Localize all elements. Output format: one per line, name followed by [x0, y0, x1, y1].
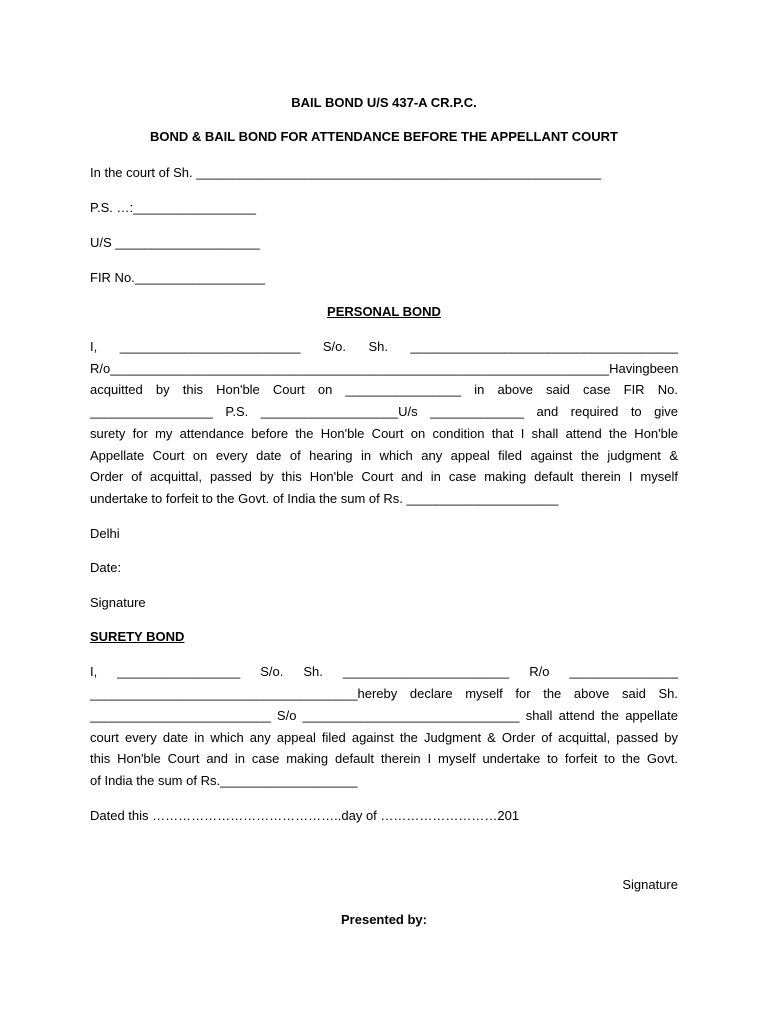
surety-bond-line-2 [90, 687, 678, 700]
word: _____________________________________hereby [90, 686, 398, 701]
son-of-label: S/o. [322, 339, 347, 354]
word: this [182, 382, 203, 397]
word: FIR [623, 382, 645, 397]
personal-bond-heading: PERSONAL BOND [327, 304, 441, 319]
surety-bond-line-5: this Hon'ble Court and in case making default therein I myself undertake to forfeit to the Govt. [90, 751, 678, 766]
word: said [546, 382, 570, 397]
word: been [649, 361, 679, 376]
pronoun: I, [90, 664, 98, 679]
word: attend [558, 708, 595, 723]
accused-name-blank: _________________________ [90, 708, 271, 723]
word: give [654, 404, 678, 419]
ps-field: P.S. …:_________________ [90, 200, 257, 215]
personal-bond-line-4 [90, 405, 678, 418]
personal-bond-line-2 [90, 362, 678, 375]
word: the [600, 708, 620, 723]
surety-bond-line-6: of India the sum of Rs.___________________ [90, 773, 358, 788]
dated-line: Dated this ……………………………………..day of ………………………201 [90, 808, 520, 823]
court-field: In the court of Sh. ________________________________________________________ [90, 165, 602, 180]
personal-bond-line-6: Appellate Court on every date of hearing in which any appeal filed against the judgment & [90, 448, 678, 463]
us-blank: _____________ [430, 404, 525, 419]
word: said [621, 686, 646, 701]
accused-father-blank: ______________________________ [302, 708, 520, 723]
father-name-blank: _____________________________________ [410, 339, 678, 354]
surety-residence-blank: _______________ [569, 664, 678, 679]
word: by [155, 382, 170, 397]
personal-bond-line-1 [90, 340, 678, 353]
word: required [570, 404, 619, 419]
son-of-label: S/o. [260, 664, 284, 679]
word: appellate [625, 708, 678, 723]
word: shall [525, 708, 553, 723]
document-subtitle: BOND & BAIL BOND FOR ATTENDANCE BEFORE THE APPELLANT COURT [150, 129, 618, 144]
son-of-label: S/o [276, 708, 297, 723]
word: Sh. [658, 686, 678, 701]
word: above [497, 382, 533, 397]
document-title: BAIL BOND U/S 437-A CR.P.C. [291, 95, 477, 110]
word: Court [272, 382, 305, 397]
surety-name-blank: _________________ [117, 664, 241, 679]
residence-label: R/o [529, 664, 550, 679]
word: above [573, 686, 610, 701]
personal-bond-line-5: surety for my attendance before the Hon'ble Court on condition that I shall attend the Hon'ble [90, 426, 678, 441]
surety-bond-heading: SURETY BOND [90, 629, 185, 644]
word: case [583, 382, 611, 397]
sh-label: Sh. [303, 664, 323, 679]
residence-blank: R/o_____________________________________________________________________Having [90, 361, 650, 376]
surety-bond-line-4: court every date in which any appeal filed against the Judgment & Order of acquittal, passed by [90, 730, 678, 745]
fir-blank: _________________ [90, 404, 213, 419]
surety-bond-line-1 [90, 665, 678, 678]
word: on [317, 382, 333, 397]
personal-bond-line-7: Order of acquittal, passed by this Hon'ble Court and in case making default therein I myself [90, 469, 678, 484]
pronoun: I, [90, 339, 98, 354]
personal-bond-line-3 [90, 383, 678, 396]
signature-label: Signature [90, 595, 146, 610]
personal-bond-line-8: undertake to forfeit to the Govt. of India the sum of Rs. _____________________ [90, 491, 559, 506]
word: myself [465, 686, 503, 701]
word: to [630, 404, 642, 419]
word: No. [657, 382, 678, 397]
word: acquitted [90, 382, 143, 397]
word: the [543, 686, 562, 701]
ps-blank: ___________________U/s [260, 404, 418, 419]
us-field: U/S ____________________ [90, 235, 260, 250]
word: declare [409, 686, 453, 701]
word: and [536, 404, 559, 419]
date-label: Date: [90, 560, 122, 575]
sh-label: Sh. [368, 339, 388, 354]
surety-bond-line-3 [90, 709, 678, 722]
word: for [515, 686, 531, 701]
fir-field: FIR No.__________________ [90, 270, 265, 285]
word: Hon'ble [216, 382, 260, 397]
word: P.S. [225, 404, 249, 419]
acquittal-date-blank: ________________ [345, 382, 462, 397]
signature-label-right: Signature [622, 877, 678, 892]
name-blank: _________________________ [119, 339, 301, 354]
presented-by-label: Presented by: [341, 912, 427, 927]
place-label: Delhi [90, 526, 120, 541]
word: in [474, 382, 485, 397]
surety-father-blank: _______________________ [342, 664, 510, 679]
